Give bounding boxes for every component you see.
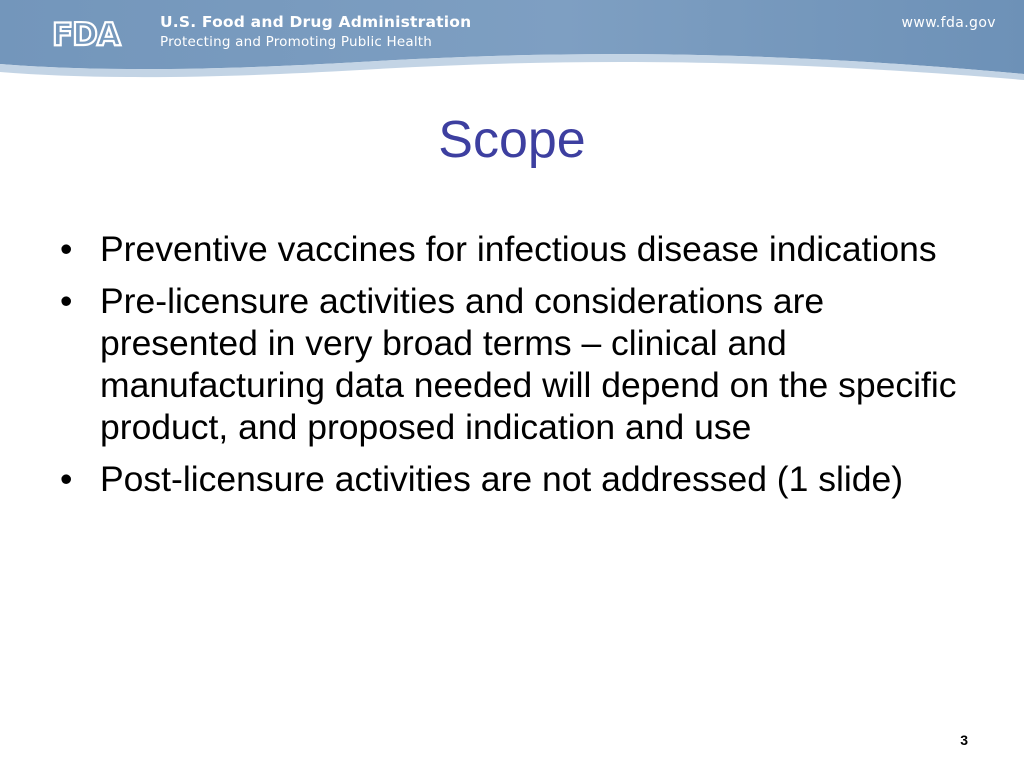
agency-tagline: Protecting and Promoting Public Health bbox=[160, 33, 433, 50]
agency-block bbox=[160, 15, 471, 49]
bullet-item bbox=[58, 458, 978, 500]
slide-title: Scope bbox=[438, 111, 586, 169]
bullet-marker: • bbox=[60, 459, 73, 499]
agency-name: U.S. Food and Drug Administration bbox=[160, 13, 472, 31]
header-band bbox=[0, 0, 1024, 90]
fda-logo bbox=[50, 16, 146, 50]
bullet-marker: • bbox=[60, 281, 73, 321]
bullet-item bbox=[58, 228, 978, 270]
bullet-text: Preventive vaccines for infectious disease indications bbox=[100, 229, 937, 269]
bullet-text: Pre-licensure activities and considerations are presented in very broad terms – clinical and manufacturing data needed will depend on the specific product, and proposed indication and use bbox=[100, 281, 957, 447]
bullet-list bbox=[58, 228, 978, 510]
bullet-text: Post-licensure activities are not addressed (1 slide) bbox=[100, 459, 904, 499]
page-number: 3 bbox=[960, 732, 968, 748]
fda-logo-text: FDA bbox=[52, 17, 120, 50]
bullet-marker: • bbox=[60, 229, 73, 269]
website-link[interactable]: www.fda.gov bbox=[901, 15, 996, 31]
header-banner bbox=[0, 0, 1024, 90]
bullet-item bbox=[58, 280, 978, 448]
